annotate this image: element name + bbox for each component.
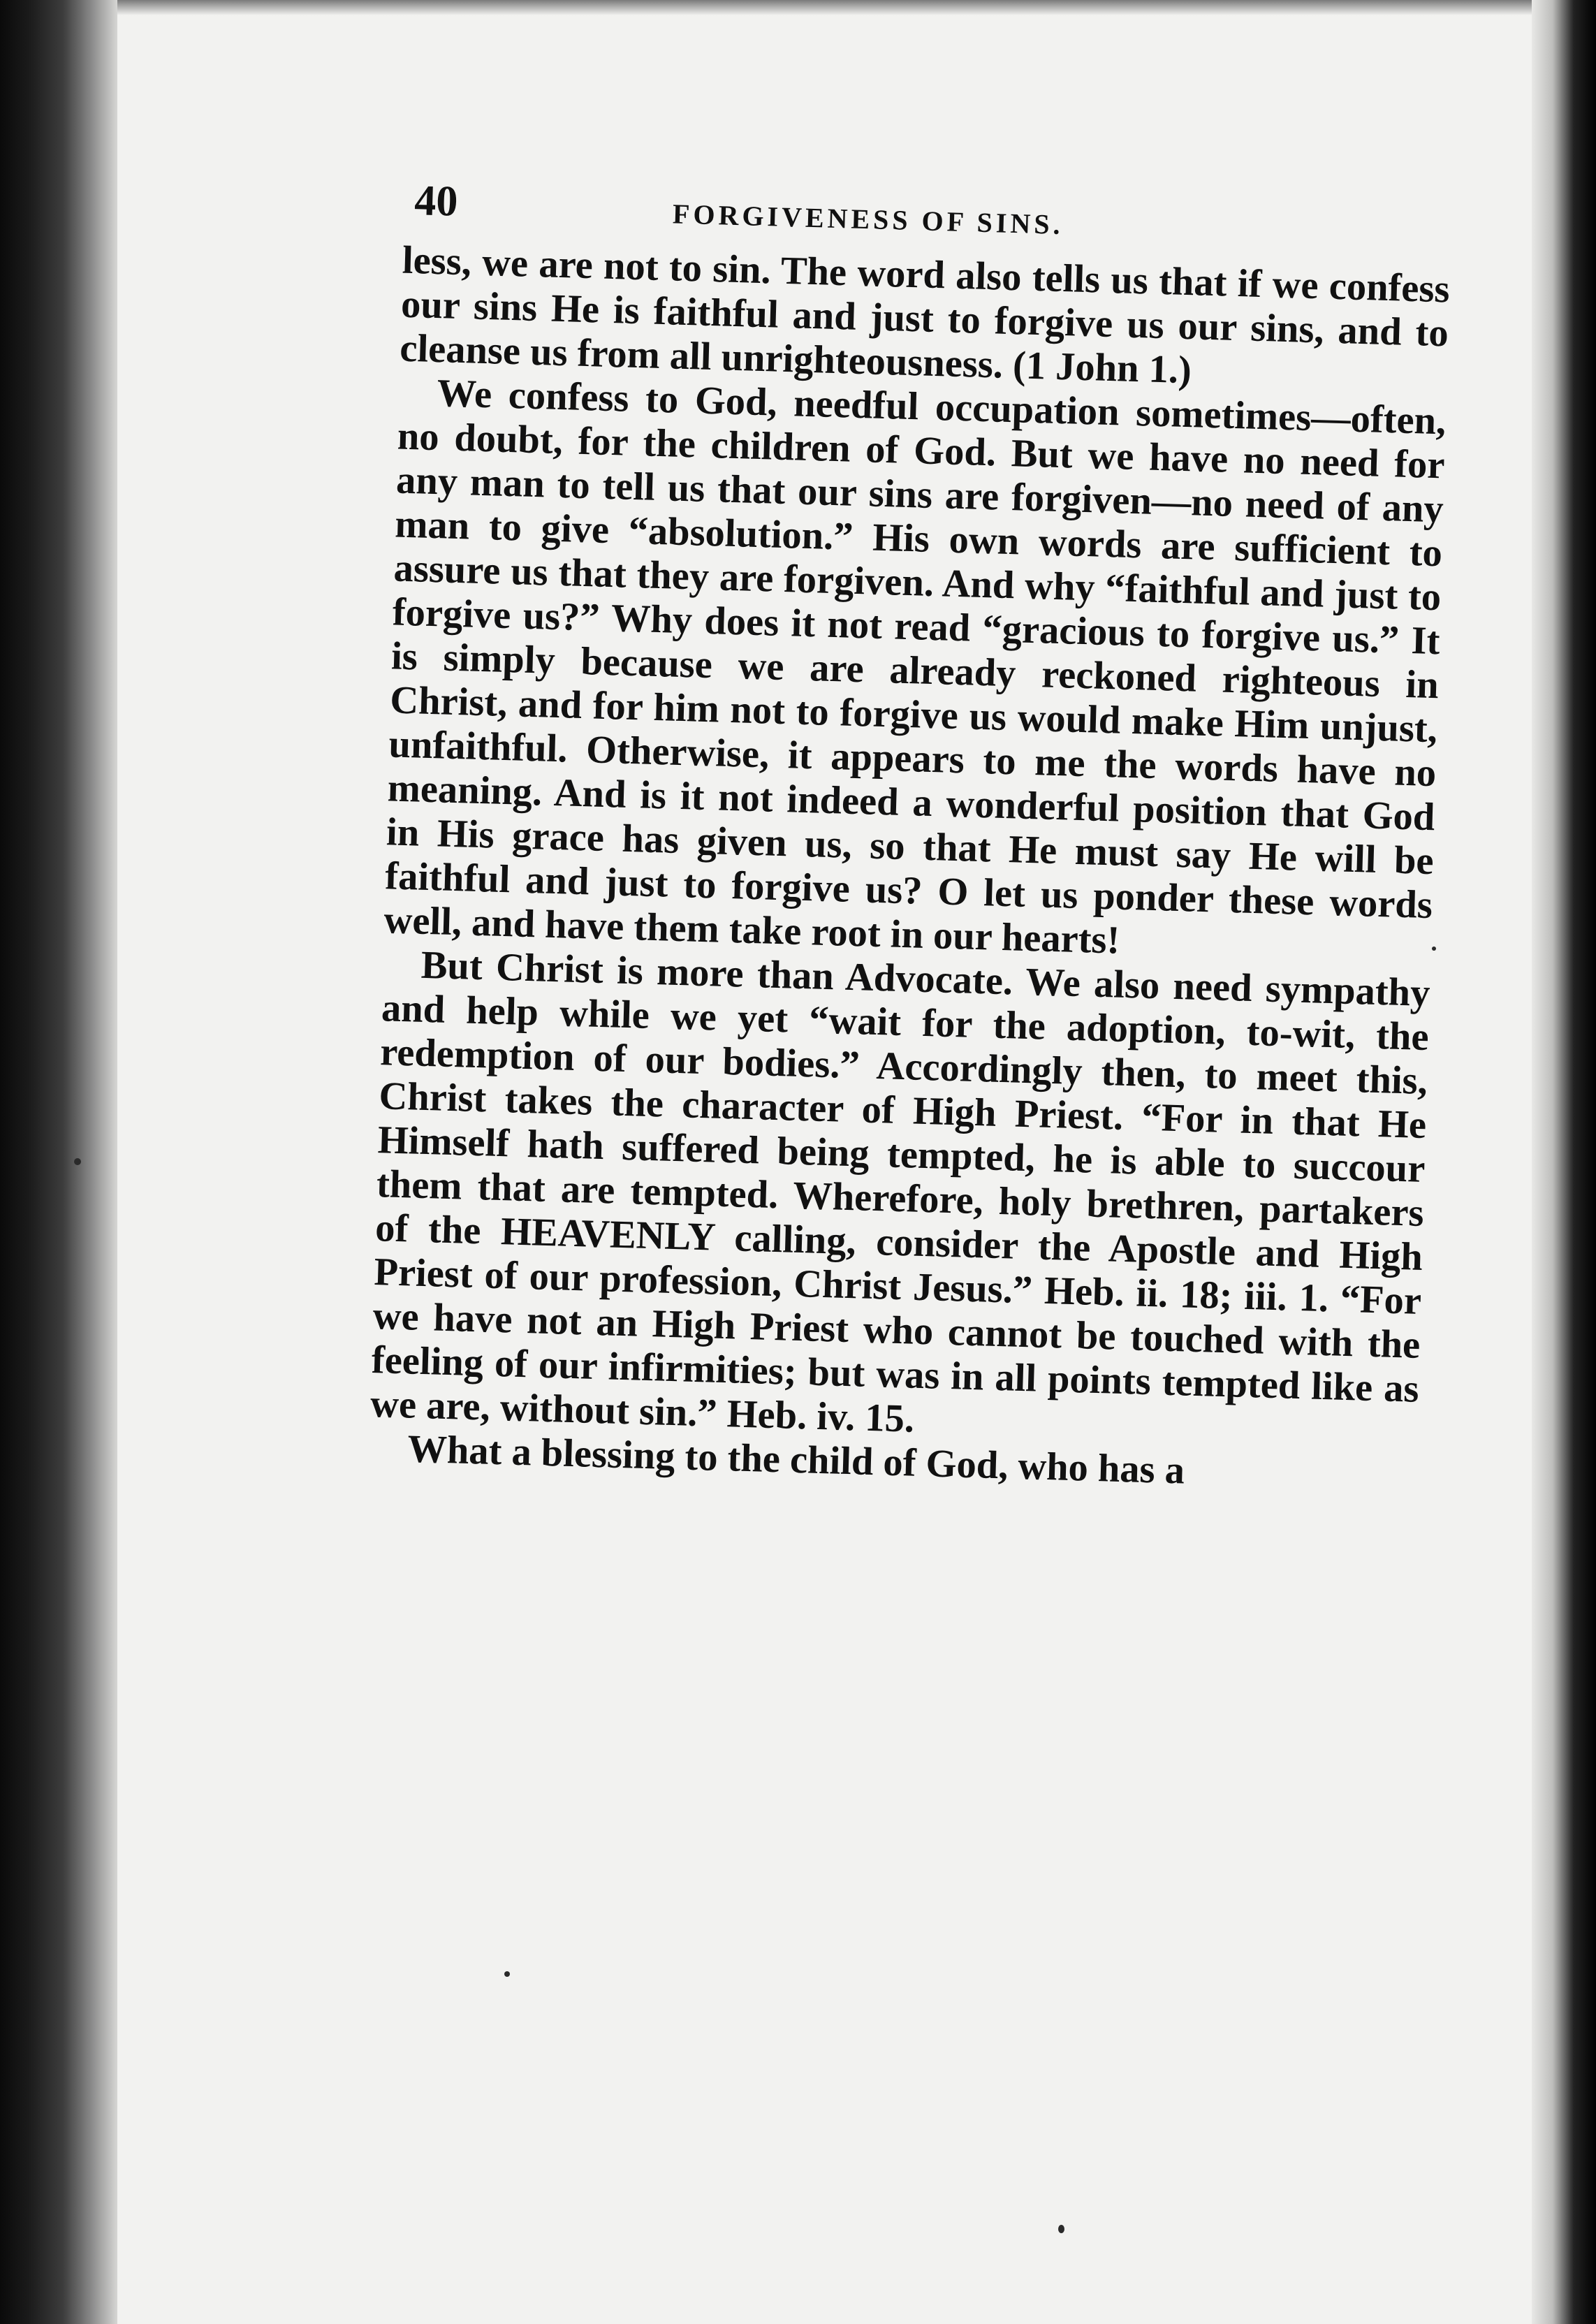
paragraph-1: less, we are not to sin. The word also tells us that if we confess our sins He is faithful and just to forgive us our sins, and to cleanse us from all unrighteousness. (1 John 1.) (399, 238, 1451, 393)
body-text (327, 237, 1451, 1500)
paragraph-4: What a blessing to the child of God, who has a (407, 1427, 1185, 1493)
margin-speck-left (74, 1158, 81, 1165)
paragraph-2: We confess to God, needful occupation sometimes—often, no doubt, for the children of God. But we have no need for any man to tell us that our sins are forgiven—no need of any man to give “absolution.” His own words are sufficient to assure us that they are forgiven. And why “faithful and just to forgive us?” Why does it not read “gracious to forgive us.” It is simply because we are already reckoned righteous in Christ, and for him not to forgive us would make Him unjust, unfaithful. Otherwise, it appears to me the words have no meaning. And is it not indeed a wonderful position that God in His grace has given us, so that He must say He will be faithful and just to forgive us? O let us ponder these words well, and have them take root in our hearts! (383, 372, 1447, 963)
page-content (327, 161, 1453, 1500)
page-top-edge (117, 0, 1532, 15)
book-binding-left (0, 0, 117, 2324)
page-number: 40 (413, 177, 459, 226)
paragraph-3: But Christ is more than Advocate. We also need sympathy and help while we yet “wait for the adoption, to-wit, the redemption of our bodies.” Accordingly then, to meet this, Christ takes the character of High Priest. “For in that He Himself hath suffered being tempted, he is able to succour them that are tempted. Wherefore, holy brethren, partakers of the HEAVENLY calling, consider the Apostle and High Priest of our profession, Christ Jesus.” Heb. ii. 18; iii. 1. “For we have not an High Priest who cannot be touched with the feeling of our infirmities; but was in all points tempted like as we are, without sin.” Heb. iv. 15. (369, 943, 1431, 1441)
margin-speck-right (1432, 947, 1436, 951)
page-header-title: FORGIVENESS OF SINS. (672, 198, 1064, 241)
margin-speck-foot (1058, 2225, 1064, 2233)
margin-speck-bottom (504, 1971, 510, 1977)
book-binding-right (1532, 0, 1596, 2324)
